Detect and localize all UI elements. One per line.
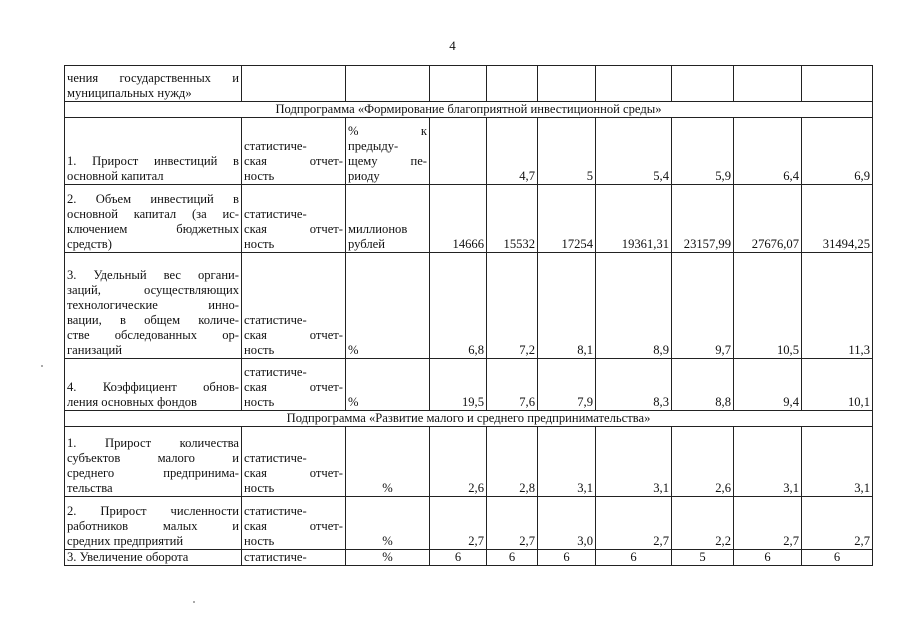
indicator-name-line: 2. Объем инвестиций в [67,192,239,206]
indicator-name-line: 3. Удельный вес органи- [67,268,239,282]
unit-of-measure-line: миллионов [348,222,408,236]
indicator-name-line: технологические инно- [67,298,239,312]
data-source [242,497,346,550]
value-cell: 19361,31 [596,185,672,253]
indicator-name-line: ления основных фондов [67,395,197,409]
indicator-name-line: 2. Прирост численности [67,504,239,518]
value-cell: 5,4 [596,118,672,185]
value-cell: 6 [734,550,802,566]
indicator-name-line: чения государственных и [67,71,239,85]
indicator-name [65,253,242,359]
indicator-name [65,550,242,566]
data-source-line: статистиче- [244,313,307,327]
unit-of-measure-line: % [382,550,393,564]
value-cell: 2,8 [487,427,538,497]
data-source-line: ская отчет- [244,154,343,168]
value-cell: 3,0 [538,497,596,550]
value-cell: 8,8 [672,359,734,411]
page-number: 4 [449,38,456,53]
unit-of-measure [346,118,430,185]
data-source [242,253,346,359]
value-cell: 6 [487,550,538,566]
indicator-name-line: 3. Увеличение оборота [67,550,189,564]
value-cell: 2,2 [672,497,734,550]
indicator-name-line: муниципальных нужд» [67,86,192,100]
value-cell: 3,1 [596,427,672,497]
indicator-name-line: вации, в общем количе- [67,313,239,327]
data-source [242,427,346,497]
indicator-name-line: средств) [67,237,112,251]
indicator-name-line: основной капитал (за ис- [67,207,239,221]
value-cell: 27676,07 [734,185,802,253]
value-cell [538,66,596,102]
value-cell: 6 [430,550,487,566]
value-cell: 2,7 [596,497,672,550]
value-cell: 2,7 [734,497,802,550]
value-cell: 6,9 [802,118,873,185]
indicator-name-line: стве обследованных ор- [67,328,239,342]
value-cell: 14666 [430,185,487,253]
subprogram-title: Подпрограмма «Формирование благоприятной инвестиционной среды» [65,102,873,118]
data-source-line: ская отчет- [244,466,343,480]
value-cell: 7,6 [487,359,538,411]
indicator-name-line: среднего предпринима- [67,466,239,480]
data-source-line: статистиче- [244,451,307,465]
subprogram-title: Подпрограмма «Развитие малого и среднего предпринимательства» [65,411,873,427]
indicator-name-line: основной капитал [67,169,164,183]
data-source-line: ская отчет- [244,519,343,533]
indicator-name [65,185,242,253]
unit-of-measure-line: % [382,534,393,548]
value-cell [802,66,873,102]
unit-of-measure-line: щему пе- [348,154,427,168]
value-cell: 9,7 [672,253,734,359]
data-source-line: ская отчет- [244,328,343,342]
value-cell: 5,9 [672,118,734,185]
indicator-name [65,427,242,497]
unit-of-measure [346,550,430,566]
value-cell: 9,4 [734,359,802,411]
table-row [65,185,873,253]
indicator-name-line: субъектов малого и [67,451,239,465]
data-source-line: ская отчет- [244,222,343,236]
value-cell: 8,9 [596,253,672,359]
value-cell: 3,1 [538,427,596,497]
table-row [65,118,873,185]
value-cell: 2,6 [430,427,487,497]
value-cell: 17254 [538,185,596,253]
unit-of-measure [346,185,430,253]
unit-of-measure-line: % [348,395,359,409]
indicator-name [65,118,242,185]
data-source-line: ность [244,237,275,251]
data-source-line: ность [244,395,275,409]
indicator-name-line: средних предприятий [67,534,184,548]
value-cell: 6 [596,550,672,566]
indicator-name-line: ганизаций [67,343,123,357]
data-source [242,66,346,102]
unit-of-measure-line: % к [348,124,427,138]
table-row [65,253,873,359]
value-cell: 19,5 [430,359,487,411]
value-cell: 4,7 [487,118,538,185]
value-cell: 10,1 [802,359,873,411]
subprogram-row [65,102,873,118]
value-cell: 8,3 [596,359,672,411]
indicator-name-line: работников малых и [67,519,239,533]
data-source-line: ность [244,534,275,548]
data-source-line: ность [244,481,275,495]
indicator-name-line: 1. Прирост инвестиций в [67,154,239,168]
unit-of-measure-line: риоду [348,169,380,183]
indicator-name [65,66,242,102]
unit-of-measure [346,427,430,497]
value-cell: 5 [672,550,734,566]
data-source [242,359,346,411]
value-cell: 3,1 [734,427,802,497]
indicator-name-line: тельства [67,481,113,495]
unit-of-measure-line: % [382,481,393,495]
value-cell: 31494,25 [802,185,873,253]
data-source [242,185,346,253]
value-cell: 11,3 [802,253,873,359]
indicator-name-line: 4. Коэффициент обнов- [67,380,239,394]
indicator-name-line: 1. Прирост количества [67,436,239,450]
value-cell: 6 [802,550,873,566]
indicators-table [64,65,873,566]
unit-of-measure [346,253,430,359]
indicator-name [65,497,242,550]
value-cell: 2,7 [487,497,538,550]
unit-of-measure-line: % [348,343,359,357]
value-cell [734,66,802,102]
data-source-line: ность [244,169,275,183]
value-cell [672,66,734,102]
unit-of-measure [346,66,430,102]
unit-of-measure-line: рублей [348,237,385,251]
data-source [242,118,346,185]
value-cell: 15532 [487,185,538,253]
subprogram-row [65,411,873,427]
data-source-line: статистиче- [244,139,307,153]
scan-speck [41,365,43,367]
data-source-line: ская отчет- [244,380,343,394]
value-cell: 3,1 [802,427,873,497]
value-cell: 6,4 [734,118,802,185]
value-cell [596,66,672,102]
value-cell [430,118,487,185]
unit-of-measure [346,497,430,550]
data-source-line: ность [244,343,275,357]
value-cell [430,66,487,102]
data-source-line: статистиче- [244,550,307,564]
value-cell: 8,1 [538,253,596,359]
value-cell: 6 [538,550,596,566]
data-source [242,550,346,566]
data-source-line: статистиче- [244,207,307,221]
value-cell: 2,7 [802,497,873,550]
value-cell [487,66,538,102]
unit-of-measure [346,359,430,411]
value-cell: 7,2 [487,253,538,359]
unit-of-measure-line: предыду- [348,139,399,153]
scan-speck [193,601,195,603]
value-cell: 2,7 [430,497,487,550]
data-source-line: статистиче- [244,365,307,379]
value-cell: 7,9 [538,359,596,411]
indicator-name [65,359,242,411]
table-row [65,427,873,497]
table-row [65,497,873,550]
value-cell: 5 [538,118,596,185]
indicator-name-line: заций, осуществляющих [67,283,239,297]
table-row [65,66,873,102]
data-source-line: статистиче- [244,504,307,518]
table-row [65,550,873,566]
value-cell: 2,6 [672,427,734,497]
value-cell: 10,5 [734,253,802,359]
value-cell: 6,8 [430,253,487,359]
indicator-name-line: ключением бюджетных [67,222,239,236]
value-cell: 23157,99 [672,185,734,253]
table-row [65,359,873,411]
